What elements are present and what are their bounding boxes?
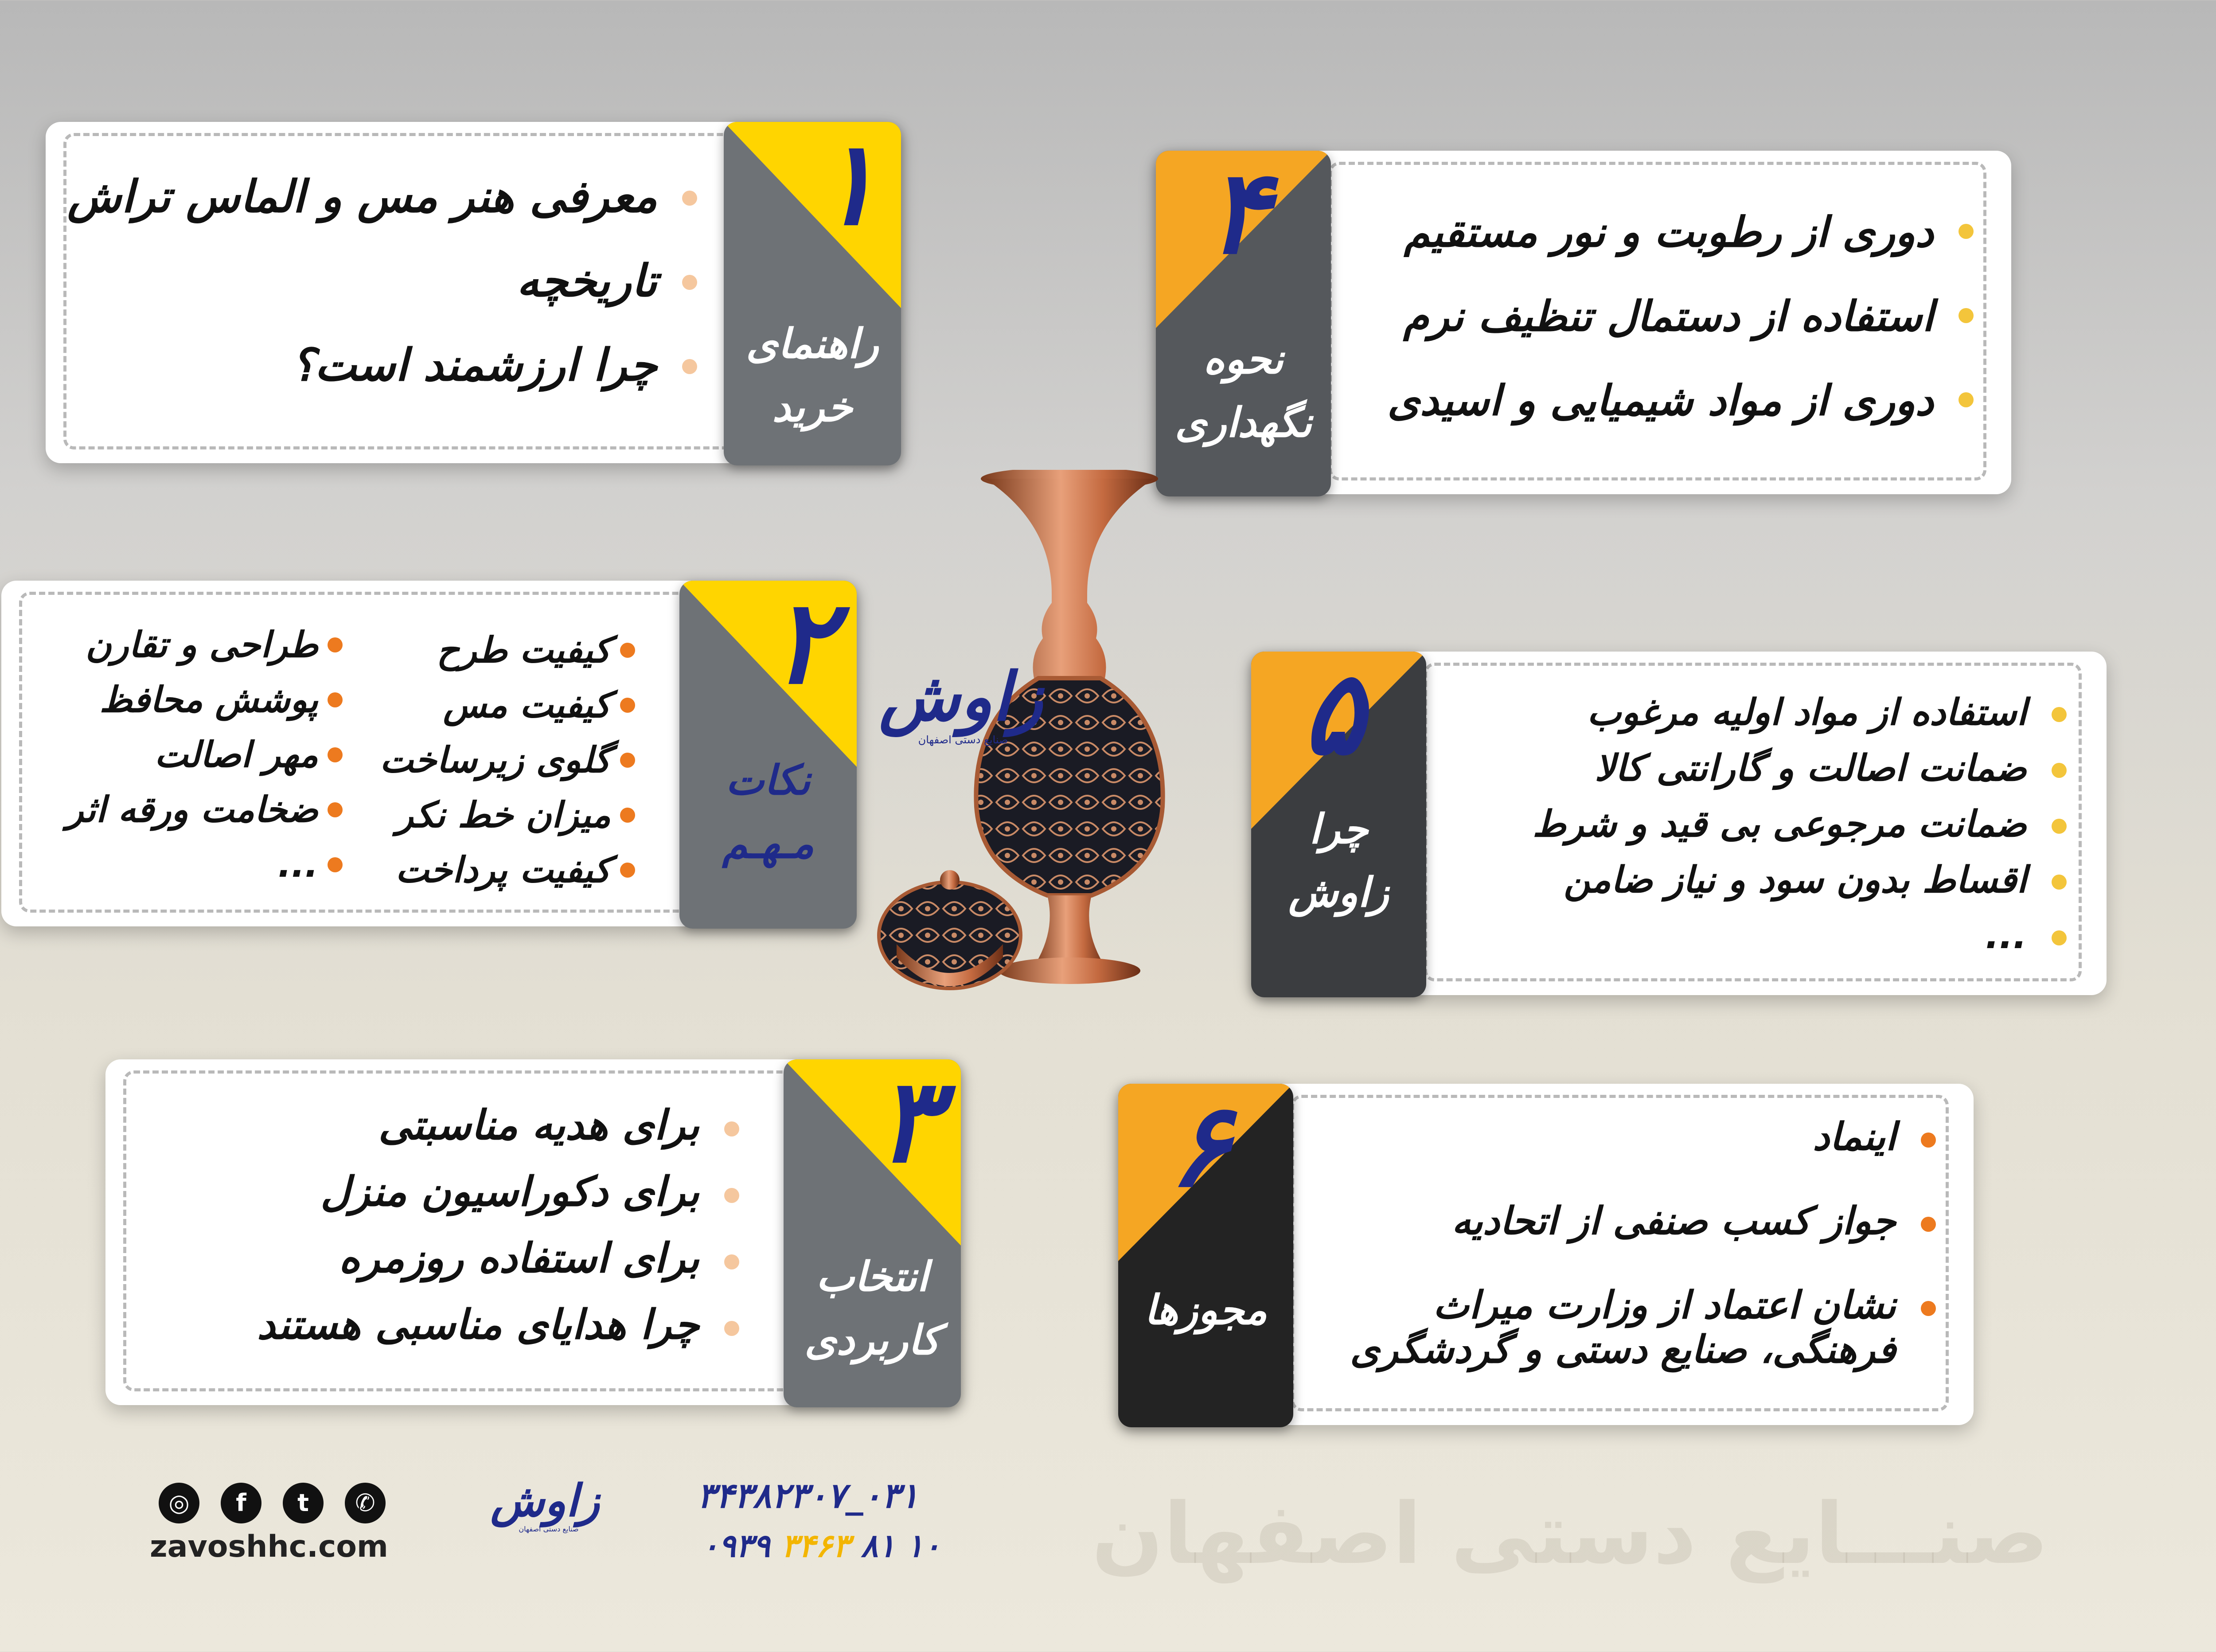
phone-part-highlight: ۳۴۶۳ — [781, 1527, 850, 1564]
practical-choice-list — [257, 1101, 699, 1367]
list-item: کیفیت طرح — [380, 629, 611, 684]
list-item: طراحی و تقارن — [66, 624, 318, 679]
footer-logo: زاوش صنایع دستی اصفهان — [490, 1474, 600, 1533]
list-item: ... — [66, 844, 318, 899]
list-item: استفاده از دستمال تنظیف نرم — [1387, 293, 1934, 377]
logo-wordmark: زاوش — [879, 658, 1043, 736]
list-item: مهر اصالت — [66, 734, 318, 789]
why-zavosh-list — [1533, 691, 2027, 971]
twitter-icon[interactable]: t — [283, 1483, 324, 1523]
list-item: پوشش محافظ — [66, 679, 318, 734]
section-title: چرا زاوش — [1288, 805, 1389, 916]
logo-subtitle: صنایع دستی اصفهان — [918, 734, 1008, 746]
list-item: اینماد — [1350, 1115, 1896, 1199]
section-title: نحوه نگهداری — [1174, 336, 1312, 446]
list-item: تاریخچه — [67, 255, 657, 339]
list-item: دوری از رطوبت و نور مستقیم — [1387, 208, 1934, 293]
list-item: گلوی زیرساخت — [380, 739, 611, 794]
tag-licenses — [1118, 1084, 1293, 1427]
phone-part: ۸۱ — [861, 1527, 895, 1564]
list-item: معرفی هنر مس و الماس تراش — [67, 171, 657, 255]
section-number: ۵ — [1302, 652, 1364, 781]
list-item: استفاده از مواد اولیه مرغوب — [1533, 691, 2027, 747]
section-number: ۶ — [1169, 1084, 1231, 1213]
list-item: نشان اعتماد از وزارت میراث — [1350, 1283, 1896, 1328]
zavosh-logo — [879, 658, 1043, 746]
licenses-list — [1350, 1115, 1896, 1372]
list-item: اقساط بدون سود و نیاز ضامن — [1533, 859, 2027, 915]
list-item: کیفیت مس — [380, 684, 611, 739]
list-item: ضمانت مرجوعی بی قید و شرط — [1533, 803, 2027, 859]
list-item: برای دکوراسیون منزل — [257, 1168, 699, 1234]
list-item: چرا هدایای مناسبی هستند — [257, 1301, 699, 1367]
phone-landline: ۰۳۱_۳۴۳۸۲۳۰۷ — [697, 1476, 919, 1516]
list-item: میزان خط نکر — [380, 794, 611, 849]
phone-part: ۰۹۳۹ — [702, 1527, 770, 1564]
list-item: برای هدیه مناسبتی — [257, 1101, 699, 1168]
list-item: برای استفاده روزمره — [257, 1234, 699, 1301]
list-item: ضمانت اصالت و گارانتی کالا — [1533, 747, 2027, 803]
section-title: نکات مـهـم — [722, 757, 814, 867]
maintenance-list — [1387, 208, 1934, 461]
section-number: ۳ — [877, 1059, 939, 1188]
list-item: چرا ارزشمند است؟ — [67, 339, 657, 423]
section-number: ۴ — [1207, 151, 1269, 280]
instagram-icon[interactable]: ◎ — [159, 1483, 199, 1523]
list-item: جواز کسب صنفی از اتحادیه — [1350, 1199, 1896, 1283]
list-item: دوری از مواد شیمیایی و اسیدی — [1387, 377, 1934, 461]
tips-list-right — [380, 629, 611, 904]
list-item: ضخامت ورقه اثر — [66, 789, 318, 844]
phone-mobile — [702, 1527, 940, 1564]
background-watermark: صنـــایع دستی اصفهان — [1092, 1485, 2049, 1583]
section-number: ۲ — [772, 581, 835, 710]
tag-why-zavosh — [1251, 652, 1426, 997]
tag-practical-choice — [784, 1059, 961, 1407]
section-title: مجوزها — [1144, 1286, 1268, 1334]
whatsapp-icon[interactable]: ✆ — [345, 1483, 386, 1523]
facebook-icon[interactable]: f — [221, 1483, 261, 1523]
section-title: راهنمای خرید — [746, 320, 879, 431]
tag-buying-guide — [724, 122, 901, 465]
list-item: ... — [1533, 915, 2027, 971]
social-icons — [159, 1483, 389, 1525]
list-item: کیفیت پرداخت — [380, 849, 611, 904]
tips-list-left — [66, 624, 318, 899]
list-item-continuation: فرهنگی، صنایع دستی و گردشگری — [1350, 1328, 1896, 1372]
tag-maintenance — [1156, 151, 1331, 496]
section-number: ۱ — [817, 122, 879, 251]
tag-important-tips — [679, 581, 857, 929]
buying-guide-list — [67, 171, 657, 423]
phone-part: ۱۰ — [906, 1527, 941, 1564]
website-link[interactable]: zavoshhc.com — [150, 1529, 388, 1564]
section-title: انتخاب کاربردی — [804, 1253, 940, 1364]
